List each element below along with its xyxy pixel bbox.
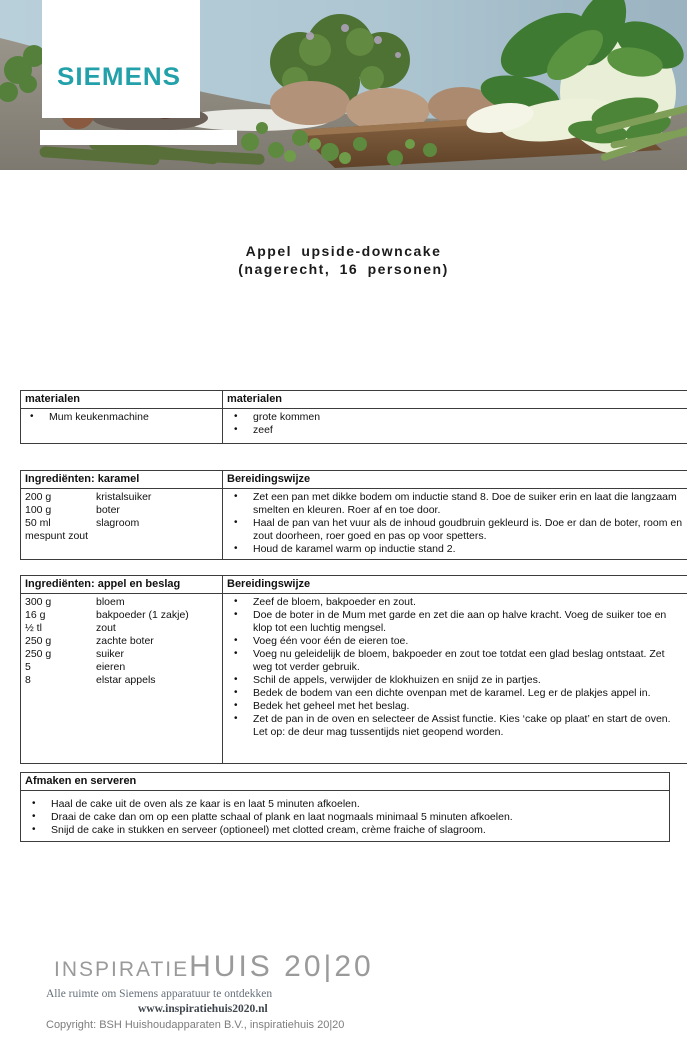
materials-table: [20, 390, 687, 444]
step-item: • Voeg nu geleidelijk de bloem, bakpoeder en zout toe totdat een glad beslag ontstaat. Zet weg tot verder gebruik.: [227, 648, 684, 674]
ingredient-amount: 5: [25, 661, 31, 673]
ingredient-row: [25, 596, 218, 609]
appel-steps-list: [227, 596, 684, 739]
footer-tagline: Alle ruimte om Siemens apparatuur te ontdekken: [46, 988, 273, 1000]
ingredient-name: elstar appels: [96, 674, 156, 686]
ingredient-note: mespunt zout: [25, 530, 89, 542]
recipe-title-line2: (nagerecht, 16 personen): [238, 261, 449, 277]
inspiratiehuis-logo: [54, 950, 374, 989]
table-header-row: [21, 391, 687, 409]
materials-right-list: [227, 411, 684, 437]
logo-underline-strip: [40, 130, 237, 145]
recipe-title: [0, 242, 687, 278]
materials-left-header: materialen: [21, 391, 223, 409]
ingredient-name: slagroom: [96, 517, 140, 529]
step-item: • Doe de boter in de Mum met garde en zet die aan op halve kracht. Voeg de suiker toe en klop tot een luchtig mengsel.: [227, 609, 684, 635]
step-item: • Zet de pan in de oven en selecteer de Assist functie. Kies ‘cake op plaat’ en start de oven. Let op: de deur mag tussentijds niet geopend worden.: [227, 713, 684, 739]
inspiratiehuis-logo-small: INSPIRATIE: [54, 958, 190, 981]
siemens-logo: SIEMENS: [57, 62, 182, 91]
ingredient-row: [25, 674, 218, 687]
table-header-row: [21, 576, 687, 594]
header-photo: [0, 0, 687, 170]
ingredient-amount: 8: [25, 674, 31, 686]
table-body-row: [21, 791, 670, 842]
table-body-row: [21, 594, 687, 764]
appel-ingredients-header: Ingrediënten: appel en beslag: [21, 576, 223, 594]
karamel-steps-header: Bereidingswijze: [223, 471, 687, 489]
ingredient-amount: 300 g: [25, 596, 52, 608]
ingredient-row: [25, 661, 218, 674]
materials-right-header: materialen: [223, 391, 687, 409]
appel-steps-header: Bereidingswijze: [223, 576, 687, 594]
karamel-ingredients-header: Ingrediënten: karamel: [21, 471, 223, 489]
karamel-ingredients-cell: [21, 489, 223, 560]
ingredient-amount: 200 g: [25, 491, 52, 503]
footer-url: www.inspiratiehuis2020.nl: [138, 1003, 268, 1015]
ingredient-row: [25, 622, 218, 635]
list-item: • Mum keukenmachine: [25, 411, 218, 424]
materials-right-cell: [223, 409, 687, 444]
step-item: • Bedek de bodem van een dichte ovenpan met de karamel. Leg er de plakjes appel in.: [227, 687, 684, 700]
ingredient-amount: ½ tl: [25, 622, 42, 634]
list-item: • grote kommen: [227, 411, 684, 424]
step-item: • Schil de appels, verwijder de klokhuizen en snijd ze in partjes.: [227, 674, 684, 687]
ingredient-name: boter: [96, 504, 120, 516]
step-item: • Zet een pan met dikke bodem om inductie stand 8. Doe de suiker erin en laat die langzaam smelten en kleuren. Roer af en toe door.: [227, 491, 684, 517]
serve-steps-cell: [21, 791, 670, 842]
table-body-row: [21, 489, 687, 560]
karamel-table: [20, 470, 687, 560]
table-header-row: [21, 773, 670, 791]
inspiratiehuis-logo-large: HUIS 20|20: [189, 950, 374, 983]
karamel-steps-list: [227, 491, 684, 556]
ingredient-row: [25, 504, 218, 517]
serve-table: [20, 772, 670, 842]
ingredient-amount: 50 ml: [25, 517, 51, 529]
ingredient-name: kristalsuiker: [96, 491, 152, 503]
ingredient-row: [25, 648, 218, 661]
table-body-row: [21, 409, 687, 444]
recipe-title-line1: Appel upside-downcake: [245, 243, 442, 259]
karamel-steps-cell: [223, 489, 687, 560]
ingredient-name: bakpoeder (1 zakje): [96, 609, 189, 621]
step-item: • Haal de pan van het vuur als de inhoud goudbruin gekleurd is. Doe er dan de boter, room en zout doorheen, roer goed en pas op voor spetters.: [227, 517, 684, 543]
table-header-row: [21, 471, 687, 489]
step-item: • Houd de karamel warm op inductie stand 2.: [227, 543, 684, 556]
ingredient-name: suiker: [96, 648, 125, 660]
ingredient-name: zout: [96, 622, 116, 634]
appel-ingredients-cell: [21, 594, 223, 764]
step-item: • Draai de cake dan om op een platte schaal of plank en laat nogmaals minimaal 5 minuten afkoelen.: [25, 811, 665, 824]
ingredient-amount: 250 g: [25, 648, 52, 660]
materials-left-list: [25, 411, 218, 424]
step-item: • Voeg één voor één de eieren toe.: [227, 635, 684, 648]
ingredient-amount: 250 g: [25, 635, 52, 647]
ingredient-row: [25, 635, 218, 648]
ingredient-amount: 16 g: [25, 609, 46, 621]
ingredient-name: zachte boter: [96, 635, 154, 647]
step-item: • Haal de cake uit de oven als ze kaar is en laat 5 minuten afkoelen.: [25, 798, 665, 811]
appel-steps-cell: [223, 594, 687, 764]
step-item: • Zeef de bloem, bakpoeder en zout.: [227, 596, 684, 609]
ingredient-row: [25, 491, 218, 504]
materials-left-cell: [21, 409, 223, 444]
list-item: • zeef: [227, 424, 684, 437]
ingredient-amount: 100 g: [25, 504, 52, 516]
serve-header: Afmaken en serveren: [21, 773, 670, 791]
step-item: • Bedek het geheel met het beslag.: [227, 700, 684, 713]
ingredient-row: [25, 609, 218, 622]
footer-copyright: Copyright: BSH Huishoudapparaten B.V., inspiratiehuis 20|20: [46, 1019, 345, 1031]
ingredient-row: [25, 517, 218, 530]
appel-table: [20, 575, 687, 764]
siemens-logo-box: [42, 0, 200, 118]
ingredient-name: bloem: [96, 596, 125, 608]
serve-steps-list: [25, 798, 665, 837]
step-item: • Snijd de cake in stukken en serveer (optioneel) met clotted cream, crème fraiche of slagroom.: [25, 824, 665, 837]
ingredient-name: eieren: [96, 661, 126, 673]
